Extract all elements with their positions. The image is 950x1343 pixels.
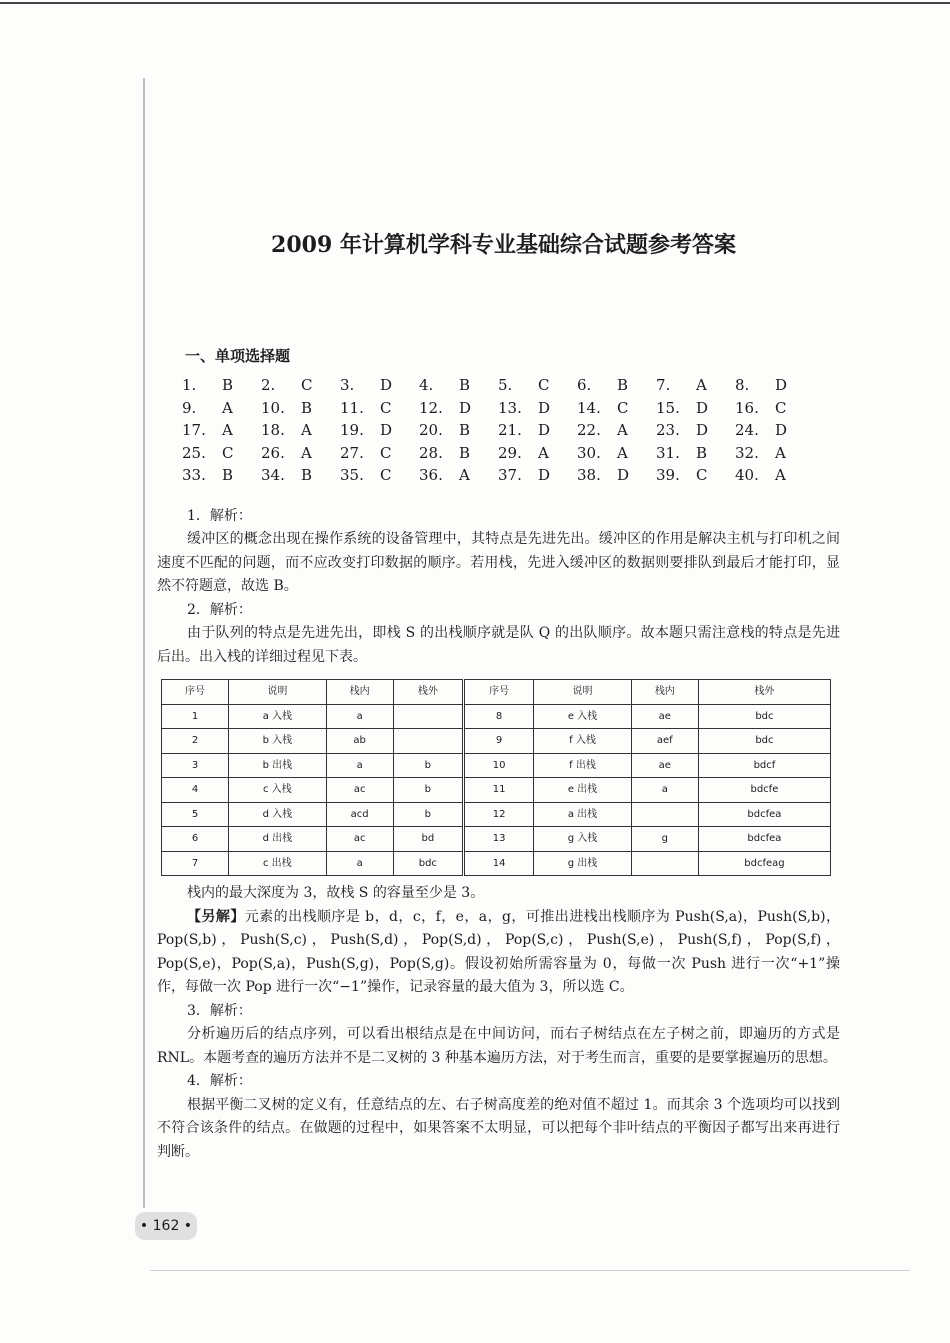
table-cell: f 出栈 [534, 753, 632, 778]
answer-choice: B [301, 398, 313, 417]
table-cell: bdcfea [698, 802, 830, 827]
answer-number: 15. [656, 398, 680, 417]
answer-number: 31. [656, 443, 680, 462]
answer-number: 25. [182, 443, 206, 462]
question-1-text: 缓冲区的概念出现在操作系统的设备管理中，其特点是先进先出。缓冲区的作用是解决主机与打印机之间速度不匹配的问题，而不应改变打印数据的顺序。若用栈，先进入缓冲区的数据则要排队到最后才能打印，显然不符题意，故选 B。 [157, 531, 840, 594]
table-cell: e 出栈 [534, 778, 632, 803]
answer-choice: B [459, 443, 471, 462]
document-page [157, 228, 840, 1164]
table-header: 栈外 [393, 680, 463, 705]
table-cell: c 入栈 [229, 778, 327, 803]
answer-number: 18. [261, 421, 285, 439]
question-2-after-table: 栈内的最大深度为 3，故栈 S 的容量至少是 3。 [187, 885, 485, 901]
table-cell: ae [631, 704, 698, 729]
answer-number: 11. [340, 398, 364, 417]
page-number: • 162 • [135, 1212, 197, 1240]
answer-choice: B [459, 376, 471, 394]
answer-item [735, 464, 814, 487]
table-cell: a [326, 851, 393, 876]
table-cell [631, 802, 698, 827]
question-4-text: 根据平衡二叉树的定义有，任意结点的左、右子树高度差的绝对值不超过 1。而其余 3 个选项均可以找到不符合该条件的结点。在做题的过程中，如果答案不太明显，可以把每个非叶结点的平衡因子都写出来再进行判断。 [157, 1096, 840, 1160]
answer-number: 33. [182, 466, 206, 484]
answer-item [340, 374, 419, 397]
table-cell: b [393, 753, 463, 778]
answer-choice: A [617, 443, 628, 462]
table-cell: g 出栈 [534, 851, 632, 876]
answer-choice: B [222, 376, 234, 394]
table-header: 说明 [534, 680, 632, 705]
table-cell: g [631, 827, 698, 852]
answer-item [419, 464, 498, 487]
table-cell: ae [631, 753, 698, 778]
answer-number: 24. [735, 421, 759, 439]
section-heading: 一、单项选择题 [185, 347, 291, 365]
answer-number: 1. [182, 376, 197, 394]
page-title: 2009 年计算机学科专业基础综合试题参考答案 [271, 232, 736, 258]
answer-item [656, 374, 735, 397]
table-cell: d 出栈 [229, 827, 327, 852]
answer-choice: C [380, 443, 392, 462]
answer-choice: D [538, 466, 551, 484]
answer-number: 2. [261, 376, 276, 394]
table-row [162, 802, 831, 827]
table-row [162, 778, 831, 803]
answer-choice: C [301, 376, 313, 394]
table-cell: b 出栈 [229, 753, 327, 778]
answer-number: 36. [419, 466, 443, 484]
answer-item [498, 464, 577, 487]
answer-item [182, 464, 261, 487]
answer-item [577, 442, 656, 465]
answer-choice: D [775, 376, 788, 394]
answer-choice: B [696, 443, 708, 462]
answer-choice: A [222, 421, 233, 439]
answer-number: 8. [735, 376, 750, 394]
scan-top-border [0, 2, 950, 4]
table-cell: 7 [162, 851, 229, 876]
answer-number: 23. [656, 421, 680, 439]
answer-number: 12. [419, 398, 443, 417]
answer-item [182, 374, 261, 397]
answer-item [735, 374, 814, 397]
answer-item [419, 419, 498, 442]
table-row [162, 729, 831, 754]
answer-choice: A [696, 376, 707, 394]
table-row [162, 827, 831, 852]
left-binding-rule [143, 78, 145, 1208]
answer-choice: D [775, 421, 788, 439]
table-cell: 13 [463, 827, 533, 852]
table-cell: 10 [463, 753, 533, 778]
answer-row [182, 464, 840, 487]
answer-grid [182, 374, 840, 487]
answer-number: 10. [261, 398, 285, 417]
table-cell: 11 [463, 778, 533, 803]
answer-choice: A [775, 443, 786, 462]
answer-number: 35. [340, 466, 364, 484]
answer-item [498, 442, 577, 465]
table-cell: 9 [463, 729, 533, 754]
answer-number: 22. [577, 421, 601, 439]
answer-row [182, 374, 840, 397]
answer-choice: A [459, 466, 470, 484]
table-cell: ab [326, 729, 393, 754]
question-4-explanation [157, 1070, 840, 1164]
answer-item [261, 464, 340, 487]
answer-choice: C [538, 376, 550, 394]
answer-number: 28. [419, 443, 443, 462]
question-2-text: 由于队列的特点是先进先出，即栈 S 的出栈顺序就是队 Q 的出队顺序。故本题只需注意栈的特点是先进后出。出入栈的详细过程见下表。 [157, 625, 840, 665]
answer-number: 4. [419, 376, 434, 394]
answer-choice: D [538, 398, 551, 417]
answer-item [735, 397, 814, 420]
answer-choice: C [222, 443, 234, 462]
answer-item [577, 419, 656, 442]
answer-item [498, 374, 577, 397]
question-4-title: 4．解析： [187, 1073, 252, 1089]
table-cell: 4 [162, 778, 229, 803]
table-cell: bd [393, 827, 463, 852]
answer-item [182, 397, 261, 420]
stack-process-table [161, 679, 831, 876]
table-cell: a [631, 778, 698, 803]
table-cell [631, 851, 698, 876]
answer-item [340, 442, 419, 465]
table-cell: a 出栈 [534, 802, 632, 827]
table-cell: a 入栈 [229, 704, 327, 729]
table-row [162, 704, 831, 729]
answer-choice: D [538, 421, 551, 439]
answer-number: 17. [182, 421, 206, 439]
answer-choice: A [222, 398, 233, 417]
table-cell: bdcf [698, 753, 830, 778]
answer-item [656, 419, 735, 442]
answer-number: 39. [656, 466, 680, 484]
answer-choice: D [696, 421, 709, 439]
table-cell: 3 [162, 753, 229, 778]
table-cell: acd [326, 802, 393, 827]
answer-choice: D [380, 376, 393, 394]
answer-number: 26. [261, 443, 285, 462]
answer-choice: A [775, 466, 786, 484]
table-header: 栈外 [698, 680, 830, 705]
table-cell: 8 [463, 704, 533, 729]
answer-item [261, 397, 340, 420]
answer-choice: B [222, 466, 234, 484]
answer-item [656, 442, 735, 465]
table-cell: b 入栈 [229, 729, 327, 754]
answer-row [182, 442, 840, 465]
table-cell: g 入栈 [534, 827, 632, 852]
answer-choice: D [696, 398, 709, 417]
answer-choice: B [301, 466, 313, 484]
table-header: 序号 [463, 680, 533, 705]
table-cell: aef [631, 729, 698, 754]
answer-number: 13. [498, 398, 522, 417]
answer-item [577, 464, 656, 487]
answer-item [735, 419, 814, 442]
answer-item [656, 464, 735, 487]
table-row [162, 753, 831, 778]
table-header: 栈内 [631, 680, 698, 705]
answer-number: 32. [735, 443, 759, 462]
answer-number: 19. [340, 421, 364, 439]
answer-choice: D [617, 466, 630, 484]
table-cell: bdc [393, 851, 463, 876]
answer-number: 30. [577, 443, 601, 462]
answer-number: 6. [577, 376, 592, 394]
question-1-title: 1．解析： [187, 507, 252, 524]
answer-number: 21. [498, 421, 522, 439]
question-3-explanation [157, 1000, 840, 1071]
answer-choice: A [538, 443, 549, 462]
table-cell: e 入栈 [534, 704, 632, 729]
table-cell [393, 729, 463, 754]
table-cell: a [326, 753, 393, 778]
answer-item [419, 442, 498, 465]
table-cell: bdcfea [698, 827, 830, 852]
table-cell: bdc [698, 704, 830, 729]
answer-choice: B [459, 421, 471, 439]
answer-item [577, 374, 656, 397]
answer-number: 9. [182, 398, 197, 417]
answer-number: 29. [498, 443, 522, 462]
answer-number: 20. [419, 421, 443, 439]
answer-choice: D [380, 421, 393, 439]
answer-choice: C [617, 398, 629, 417]
question-2-alternative [157, 906, 840, 1000]
answer-number: 38. [577, 466, 601, 484]
answer-choice: C [775, 398, 787, 417]
table-row [162, 851, 831, 876]
answer-item [261, 442, 340, 465]
answer-item [419, 374, 498, 397]
answer-number: 40. [735, 466, 759, 484]
answer-number: 27. [340, 443, 364, 462]
answer-number: 7. [656, 376, 671, 394]
answer-choice: D [459, 398, 472, 417]
answer-item [498, 397, 577, 420]
answer-item [340, 397, 419, 420]
answer-choice: A [617, 421, 628, 439]
alternative-tag: 【另解】 [187, 908, 245, 925]
answer-item [656, 397, 735, 420]
question-2-explanation [157, 599, 840, 1000]
table-cell [393, 704, 463, 729]
answer-row [182, 397, 840, 420]
answer-item [577, 397, 656, 420]
table-cell: 14 [463, 851, 533, 876]
table-cell: b [393, 802, 463, 827]
answer-choice: C [380, 466, 392, 484]
answer-choice: B [617, 376, 629, 394]
answer-item [340, 419, 419, 442]
question-2-title: 2．解析： [187, 601, 252, 618]
answer-item [261, 374, 340, 397]
answer-item [261, 419, 340, 442]
answer-item [340, 464, 419, 487]
answer-number: 3. [340, 376, 355, 394]
question-1-explanation [157, 505, 840, 599]
table-cell: a [326, 704, 393, 729]
table-cell: b [393, 778, 463, 803]
answer-number: 34. [261, 466, 285, 484]
answer-item [498, 419, 577, 442]
table-cell: 6 [162, 827, 229, 852]
table-cell: 12 [463, 802, 533, 827]
question-3-title: 3．解析： [187, 1002, 252, 1019]
answer-item [182, 419, 261, 442]
table-header: 栈内 [326, 680, 393, 705]
bottom-rule [150, 1270, 910, 1271]
table-cell: bdcfeag [698, 851, 830, 876]
table-cell: 2 [162, 729, 229, 754]
answer-item [182, 442, 261, 465]
answer-item [735, 442, 814, 465]
table-cell: bdcfe [698, 778, 830, 803]
answer-number: 14. [577, 398, 601, 417]
table-cell: bdc [698, 729, 830, 754]
table-header: 序号 [162, 680, 229, 705]
answer-choice: C [380, 398, 392, 417]
alternative-text: 元素的出栈顺序是 b，d，c，f，e，a，g，可推出进栈出栈顺序为 Push(S,a)，Push(S,b)，Pop(S,b)，Push(S,c)，Push(S,d)，Pop(S,d)，Pop(S,c)，Push(S,e)，Push(S,f)，Pop(S,f)，Pop(S,e)，Pop(S,a)，Push(S,g)，Pop(S,g)。假设初始所需容量为 0，每做一次 Push 进行一次“+1”操作，每做一次 Pop 进行一次“−1”操作，记录容量的最大值为 3，所以选 C。 [157, 908, 840, 995]
answer-number: 5. [498, 376, 513, 394]
table-cell: f 入栈 [534, 729, 632, 754]
table-cell: 1 [162, 704, 229, 729]
answer-number: 37. [498, 466, 522, 484]
table-cell: ac [326, 827, 393, 852]
table-header: 说明 [229, 680, 327, 705]
table-cell: d 入栈 [229, 802, 327, 827]
answer-row [182, 419, 840, 442]
answer-choice: A [301, 421, 312, 439]
table-cell: 5 [162, 802, 229, 827]
answer-choice: C [696, 466, 708, 484]
answer-item [419, 397, 498, 420]
question-3-text: 分析遍历后的结点序列，可以看出根结点是在中间访问，而右子树结点在左子树之前，即遍历的方式是 RNL。本题考查的遍历方法并不是二叉树的 3 种基本遍历方法，对于考生而言，重要的是要掌握遍历的思想。 [157, 1026, 840, 1066]
table-cell: c 出栈 [229, 851, 327, 876]
table-cell: ac [326, 778, 393, 803]
table-header-row [162, 680, 831, 705]
answer-choice: A [301, 443, 312, 462]
answer-number: 16. [735, 398, 759, 417]
